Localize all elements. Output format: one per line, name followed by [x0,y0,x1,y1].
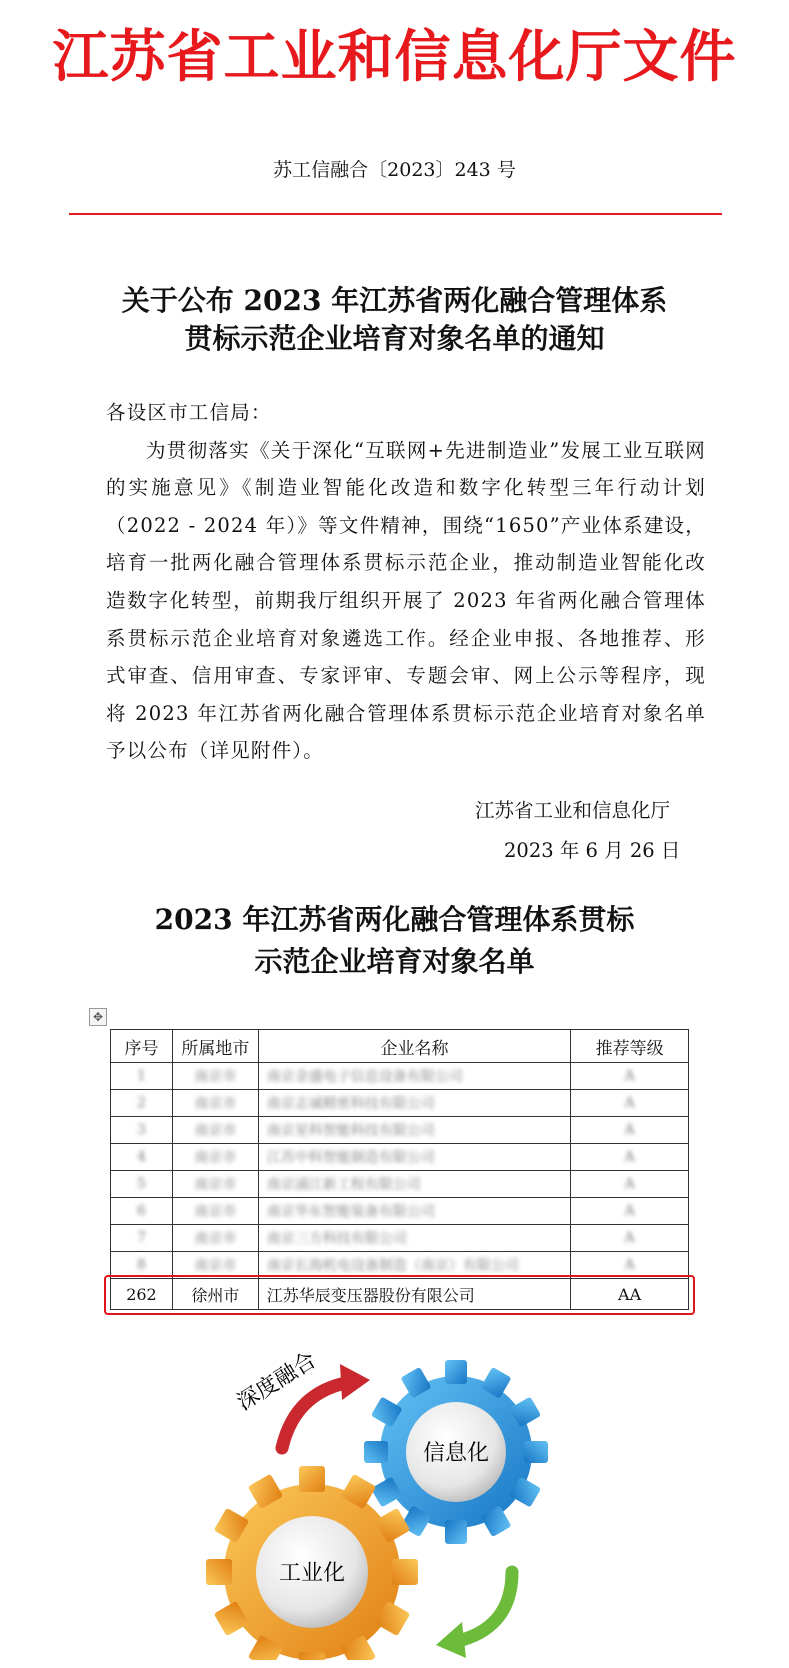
salutation: 各设区市工信局： [106,401,272,424]
notice-paragraph: 为贯彻落实《关于深化“互联网+先进制造业”发展工业互联网的实施意见》《制造业智能化改造和数字化转型三年行动计划（2022 - 2024 年）》等文件精神，围绕“1650”产业体系建设，培育一批两化融合管理体系贯标示范企业，推动制造业智能化改造数字化转型，前期我厅组织开展了 2023 年省两化融合管理体系贯标示范企业培育对象遴选工作。经企业申报、各地推荐、形式审查、信用审查、专家评审、专题会审、网上公示等程序，现将 2023 年江苏省两化融合管理体系贯标示范企业培育对象名单予以公布（详见附件）。 [106,438,706,763]
row-company: 南京浦江新工程有限公司 [258,1171,570,1198]
row-city: 南京市 [172,1063,258,1090]
row-index: 3 [111,1117,173,1144]
table-row [111,1198,689,1225]
row-grade: AA [571,1279,689,1310]
row-index: 4 [111,1144,173,1171]
table-header-row [111,1030,689,1063]
row-company: 江苏华辰变压器股份有限公司 [258,1279,570,1310]
highlight-frame [104,1275,695,1315]
row-grade: A [571,1117,689,1144]
row-index: 5 [111,1171,173,1198]
notice-body [106,394,706,770]
row-city: 南京市 [172,1198,258,1225]
table-row [111,1063,689,1090]
row-grade: A [571,1252,689,1279]
row-grade: A [571,1144,689,1171]
list-title-line1: 2023 年江苏省两化融合管理体系贯标 [154,903,635,936]
document-number: 苏工信融合〔2023〕243 号 [273,159,516,181]
table-row [111,1144,689,1171]
row-company: 江苏中科智能制造有限公司 [258,1144,570,1171]
row-index: 2 [111,1090,173,1117]
row-grade: A [571,1198,689,1225]
issue-date: 2023 年 6 月 26 日 [504,839,681,862]
table-row [111,1171,689,1198]
integration-gears-illustration [200,1340,620,1660]
col-header-grade: 推荐等级 [571,1030,689,1063]
row-grade: A [571,1171,689,1198]
row-grade: A [571,1225,689,1252]
row-company: 南京三方科技有限公司 [258,1225,570,1252]
notice-title-line1: 关于公布 2023 年江苏省两化融合管理体系 [121,284,668,317]
row-company: 南京星科智能科技有限公司 [258,1117,570,1144]
list-title-line2: 示范企业培育对象名单 [254,945,535,978]
arrow-label: 深度融合 [232,1347,321,1416]
row-company: 南京长海机电设备制造（南京）有限公司 [258,1252,570,1279]
enterprise-table [110,1029,689,1310]
document-header-title: 江苏省工业和信息化厅文件 [52,25,737,90]
table-row [111,1090,689,1117]
table-row [111,1225,689,1252]
row-city: 南京市 [172,1090,258,1117]
row-index: 7 [111,1225,173,1252]
row-grade: A [571,1090,689,1117]
row-city: 南京市 [172,1171,258,1198]
row-city: 徐州市 [172,1279,258,1310]
blue-gear-label: 信息化 [422,1441,490,1466]
col-header-company: 企业名称 [258,1030,570,1063]
row-city: 南京市 [172,1252,258,1279]
green-arrow-icon [436,1572,512,1658]
row-index: 1 [111,1063,173,1090]
orange-gear-label: 工业化 [278,1561,346,1586]
row-index: 262 [111,1279,173,1310]
table-move-handle-icon[interactable]: ✥ [89,1008,107,1026]
header-divider [69,213,722,215]
notice-title-line2: 贯标示范企业培育对象名单的通知 [184,322,605,355]
row-company: 南京华东智能装备有限公司 [258,1198,570,1225]
row-city: 南京市 [172,1117,258,1144]
table-row [111,1117,689,1144]
row-company: 南京金盛电子信息设备有限公司 [258,1063,570,1090]
row-index: 8 [111,1252,173,1279]
row-city: 南京市 [172,1225,258,1252]
row-company: 南京志诚精密科技有限公司 [258,1090,570,1117]
row-grade: A [571,1063,689,1090]
row-index: 6 [111,1198,173,1225]
signer: 江苏省工业和信息化厅 [475,799,671,822]
col-header-city: 所属地市 [172,1030,258,1063]
row-city: 南京市 [172,1144,258,1171]
col-header-index: 序号 [111,1030,173,1063]
